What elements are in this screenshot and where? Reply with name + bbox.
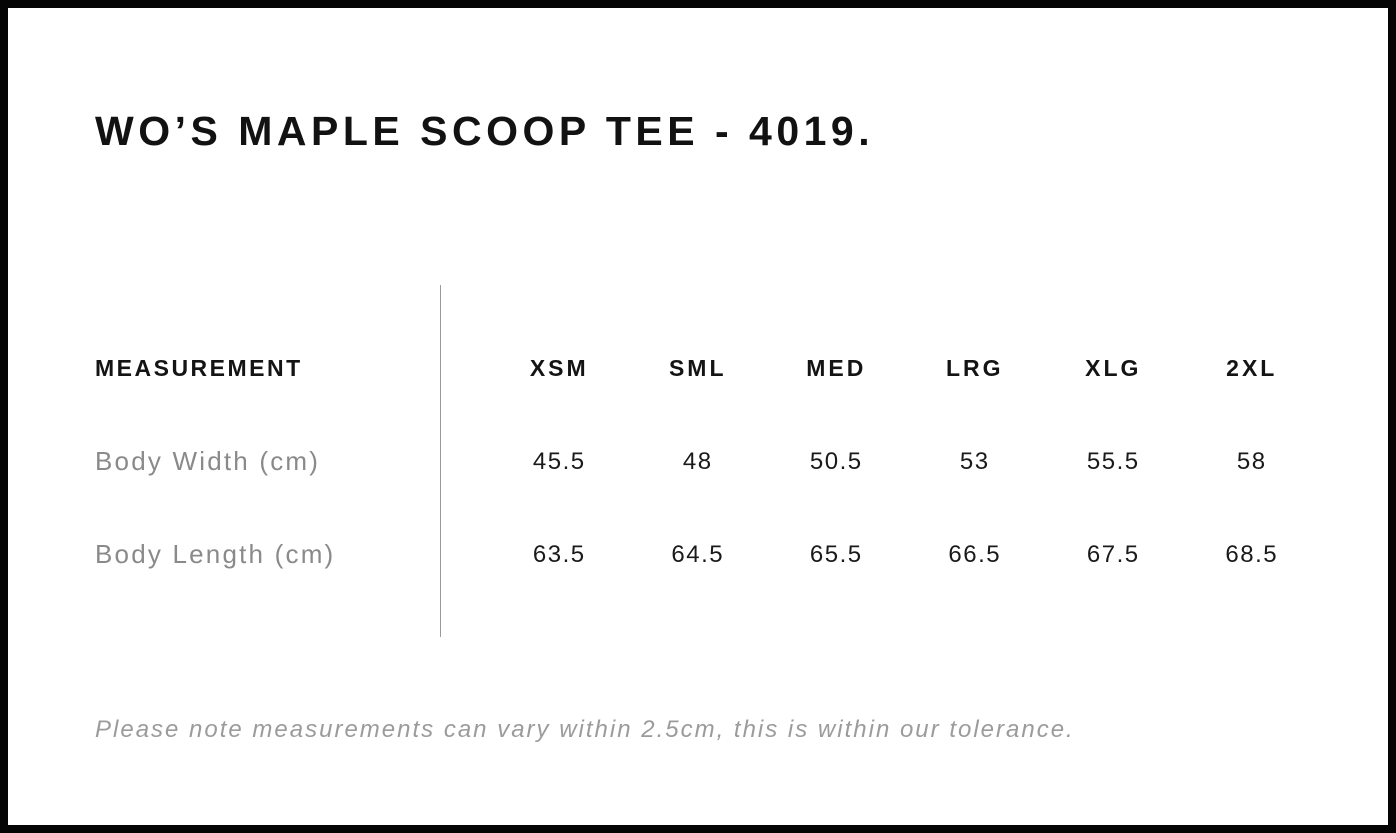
tolerance-note: Please note measurements can vary within 2.5cm, this is within our tolerance. — [95, 716, 1075, 743]
body-width-value-lrg: 53 — [959, 447, 990, 475]
body-length-value-med: 65.5 — [809, 540, 863, 568]
size-column-header-2xl: 2XL — [1226, 355, 1278, 381]
size-column-header-xsm: XSM — [529, 355, 589, 381]
table-row-body-length — [95, 508, 1321, 601]
size-column-header-med: MED — [806, 355, 867, 381]
body-width-value-med: 50.5 — [809, 447, 863, 475]
size-column-header-sml: SML — [668, 355, 727, 381]
body-width-value-sml: 48 — [682, 447, 713, 475]
size-chart-table — [95, 322, 1321, 601]
size-column-header-xlg: XLG — [1085, 355, 1142, 381]
size-chart-header-row — [95, 322, 1321, 415]
body-length-value-lrg: 66.5 — [948, 540, 1002, 568]
page-title: WO’S MAPLE SCOOP TEE - 4019. — [95, 108, 875, 154]
body-width-value-xlg: 55.5 — [1086, 447, 1140, 475]
body-width-value-2xl: 58 — [1236, 447, 1267, 475]
table-row-body-width — [95, 415, 1321, 508]
size-column-header-lrg: LRG — [945, 355, 1004, 381]
row-label-body-length: Body Length (cm) — [95, 539, 336, 569]
body-length-value-sml: 64.5 — [671, 540, 725, 568]
row-label-body-width: Body Width (cm) — [95, 446, 321, 476]
body-width-value-xsm: 45.5 — [532, 447, 586, 475]
measurement-column-header: MEASUREMENT — [95, 355, 303, 381]
body-length-value-2xl: 68.5 — [1225, 540, 1279, 568]
body-length-value-xsm: 63.5 — [532, 540, 586, 568]
body-length-value-xlg: 67.5 — [1086, 540, 1140, 568]
